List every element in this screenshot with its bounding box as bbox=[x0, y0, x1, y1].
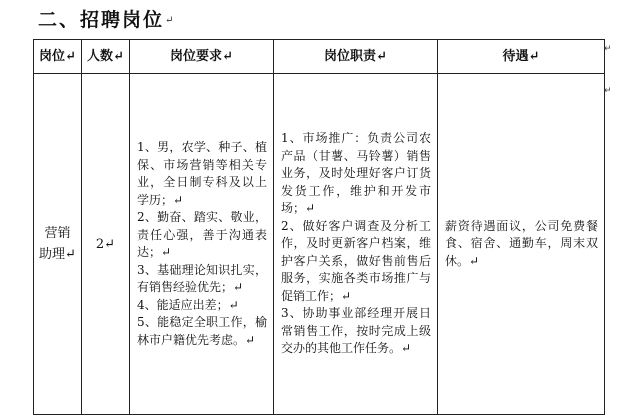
requirement-item: 3、基础理论知识扎实，有销售经验优先；↵ bbox=[137, 262, 267, 294]
section-heading bbox=[38, 6, 173, 34]
requirement-item: 4、能适应出差；↵ bbox=[137, 297, 239, 312]
recruitment-table-container bbox=[33, 39, 605, 415]
post-line-1: 营销 bbox=[44, 226, 71, 241]
header-post: 岗位↵ bbox=[34, 40, 82, 74]
paragraph-mark: ↵ bbox=[165, 15, 174, 26]
header-duties: 岗位职责↵ bbox=[274, 40, 438, 74]
requirement-item: 1、男，农学、种子、植保、市场营销等相关专业，全日制专科及以上学历；↵ bbox=[137, 140, 267, 207]
cell-duties bbox=[274, 74, 438, 415]
cell-requirements bbox=[130, 74, 274, 415]
recruitment-table bbox=[33, 39, 605, 415]
cell-post bbox=[34, 74, 82, 415]
cell-benefits bbox=[438, 74, 605, 415]
row-end-mark: ↵ bbox=[604, 86, 612, 96]
requirement-item: 5、能稳定全职工作，榆林市户籍优先考虑。↵ bbox=[137, 315, 267, 347]
row-end-mark: ↵ bbox=[604, 44, 612, 54]
table-row bbox=[34, 74, 605, 415]
header-requirements: 岗位要求↵ bbox=[130, 40, 274, 74]
header-count: 人数↵ bbox=[82, 40, 130, 74]
cell-count: 2↵ bbox=[82, 74, 130, 415]
benefits-text: 薪资待遇面议，公司免费餐食、宿舍、通勤车，周末双休。↵ bbox=[445, 218, 598, 268]
duty-item: 3、协助事业部经理开展日常销售工作，按时完成上级交办的其他工作任务。↵ bbox=[281, 306, 431, 356]
requirement-item: 2、勤奋、踏实、敬业，责任心强，善于沟通表达；↵ bbox=[137, 210, 267, 259]
section-title: 二、招聘岗位 bbox=[38, 9, 165, 31]
duty-item: 1、市场推广：负责公司农产品（甘薯、马铃薯）销售业务，及时处理好客户订货发货工作，维护和开发市场；↵ bbox=[281, 131, 431, 216]
duty-item: 2、做好客户调查及分析工作，及时更新客户档案，维护客户关系，做好售前售后服务，实施各类市场推广与促销工作；↵ bbox=[281, 218, 431, 303]
post-line-2: 助理↵ bbox=[39, 247, 76, 262]
table-header-row bbox=[34, 40, 605, 74]
header-benefits: 待遇↵ bbox=[438, 40, 605, 74]
